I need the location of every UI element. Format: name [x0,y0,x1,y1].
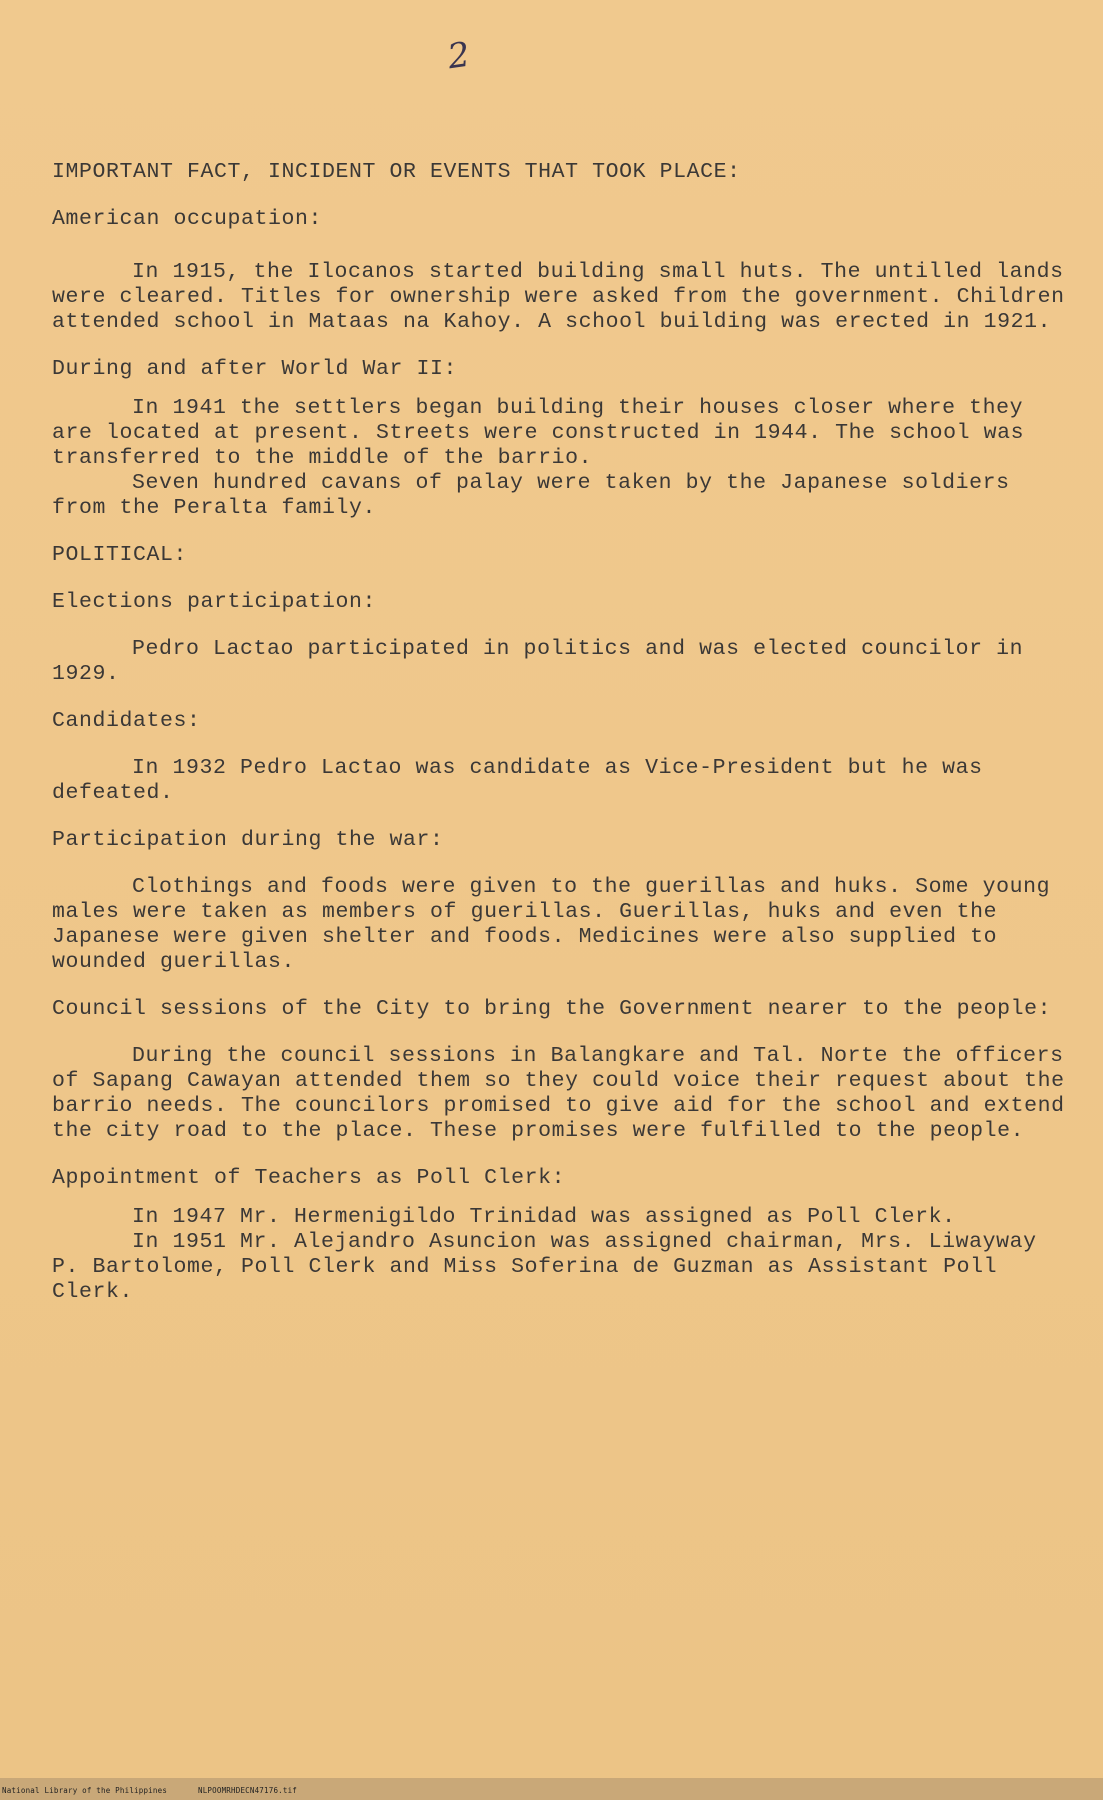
document-body [52,160,1079,1305]
world-war-paragraph-2: Seven hundred cavans of palay were taken by the Japanese soldiers from the Peralta family. [52,471,1024,520]
appointment-paragraph-1: In 1947 Mr. Hermenigildo Trinidad was assigned as Poll Clerk. [132,1205,956,1229]
elections-title: Elections participation: [52,590,377,614]
main-heading: IMPORTANT FACT, INCIDENT OR EVENTS THAT TOOK PLACE: [52,160,741,184]
library-credit: National Library of the Philippines [2,1786,168,1795]
candidates-title: Candidates: [52,709,201,733]
world-war-title: During and after World War II: [52,357,458,381]
candidates-paragraph: In 1932 Pedro Lactao was candidate as Vice-President but he was defeated. [52,756,997,805]
american-occupation-title: American occupation: [52,207,323,231]
american-occupation-paragraph: In 1915, the Ilocanos started building small huts. The untilled lands were cleared. Titles for ownership were asked from the government. Children attended school in Mataas na Kahoy. A school building was erected in 1921. [52,260,1079,334]
appointment-paragraph-2: In 1951 Mr. Alejandro Asuncion was assigned chairman, Mrs. Liwayway P. Bartolome, Poll Clerk and Miss Soferina de Guzman as Assistant Poll Clerk. [52,1230,1051,1304]
war-participation-paragraph: Clothings and foods were given to the guerillas and huks. Some young males were taken as members of guerillas. Guerillas, huks and even the Japanese were given shelter and foods. Medicines were also supplied to wounded guerillas. [52,875,1064,974]
elections-paragraph: Pedro Lactao participated in politics and was elected councilor in 1929. [52,637,1037,686]
political-heading: POLITICAL: [52,543,188,567]
world-war-paragraph-1: In 1941 the settlers began building their houses closer where they are located at present. Streets were constructed in 1944. The school was transferred to the middle of the barrio. [52,396,1038,470]
council-title: Council sessions of the City to bring the Government nearer to the people: [52,997,1052,1021]
war-participation-title: Participation during the war: [52,828,444,852]
page-number: 2 [445,34,473,78]
appointment-title: Appointment of Teachers as Poll Clerk: [52,1166,566,1190]
council-paragraph: During the council sessions in Balangkare and Tal. Norte the officers of Sapang Cawayan attended them so they could voice their request about the barrio needs. The councilors promised to give aid for the school and extend the city road to the place. These promises were fulfilled to the people. [52,1044,1079,1143]
file-id: NLPOOMRHDECN47176.tif [198,1786,298,1795]
